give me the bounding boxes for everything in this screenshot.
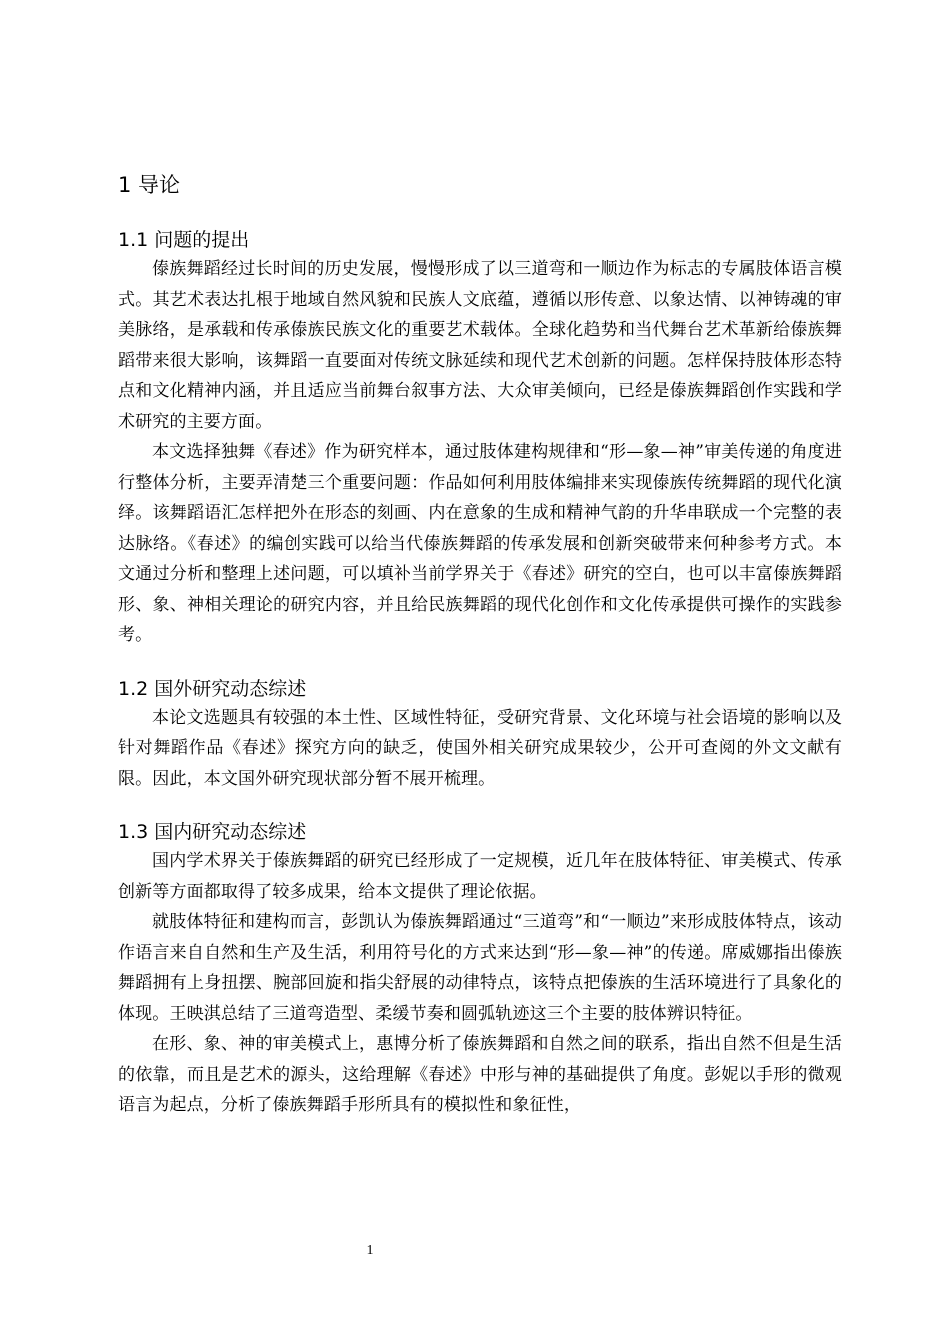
paragraph: 本论文选题具有较强的本土性、区域性特征，受研究背景、文化环境与社会语境的影响以及针对舞蹈作品《春述》探究方向的缺乏，使国外相关研究成果较少，公开可查阅的外文文献有限。因此，本文国外研究现状部分暂不展开梳理。	[118, 707, 842, 789]
section-1-1	[118, 226, 842, 651]
paragraph: 国内学术界关于傣族舞蹈的研究已经形成了一定规模，近几年在肢体特征、审美模式、传承创新等方面都取得了较多成果，给本文提供了理论依据。	[118, 851, 842, 902]
section-heading: 1.2 国外研究动态综述	[118, 677, 307, 700]
section-heading: 1.3 国内研究动态综述	[118, 821, 307, 843]
section-heading: 1.1 问题的提出	[118, 229, 250, 251]
section-1-3	[118, 818, 842, 1121]
paragraph: 在形、象、神的审美模式上，惠博分析了傣族舞蹈和自然之间的联系，指出自然不但是生活的依靠，而且是艺术的源头，这给理解《春述》中形与神的基础提供了角度。彭妮以手形的微观语言为起点，分析了傣族舞蹈手形所具有的模拟性和象征性，	[118, 1034, 842, 1115]
page-body	[118, 170, 842, 1145]
paragraph: 傣族舞蹈经过长时间的历史发展，慢慢形成了以三道弯和一顺边作为标志的专属肢体语言模式。其艺术表达扎根于地域自然风貌和民族人文底蕴，遵循以形传意、以象达情、以神铸魂的审美脉络，是承载和传承傣族民族文化的重要艺术载体。全球化趋势和当代舞台艺术革新给傣族舞蹈带来很大影响，该舞蹈一直要面对传统文脉延续和现代艺术创新的问题。怎样保持肢体形态特点和文化精神内涵，并且适应当前舞台叙事方法、大众审美倾向，已经是傣族舞蹈创作实践和学术研究的主要方面。	[118, 259, 842, 432]
section-1-2	[118, 675, 842, 795]
chapter-title: 1 导论	[118, 173, 181, 197]
paragraph: 就肢体特征和建构而言，彭凯认为傣族舞蹈通过“三道弯”和“一顺边”来形成肢体特点，该动作语言来自自然和生产及生活，利用符号化的方式来达到“形—象—神”的传递。席威娜指出傣族舞蹈拥有上身扭摆、腕部回旋和指尖舒展的动律特点，该特点把傣族的生活环境进行了具象化的体现。王映淇总结了三道弯造型、柔缓节奏和圆弧轨迹这三个主要的肢体辨识特征。	[118, 912, 842, 1024]
paragraph: 本文选择独舞《春述》作为研究样本，通过肢体建构规律和“形—象—神”审美传递的角度进行整体分析，主要弄清楚三个重要问题：作品如何利用肢体编排来实现傣族传统舞蹈的现代化演绎。该舞蹈语汇怎样把外在形态的刻画、内在意象的生成和精神气韵的升华串联成一个完整的表达脉络。《春述》的编创实践可以给当代傣族舞蹈的传承发展和创新突破带来何种参考方式。本文通过分析和整理上述问题，可以填补当前学界关于《春述》研究的空白，也可以丰富傣族舞蹈形、象、神相关理论的研究内容，并且给民族舞蹈的现代化创作和文化传承提供可操作的实践参考。	[118, 442, 842, 645]
page-number: 1	[366, 1243, 374, 1258]
